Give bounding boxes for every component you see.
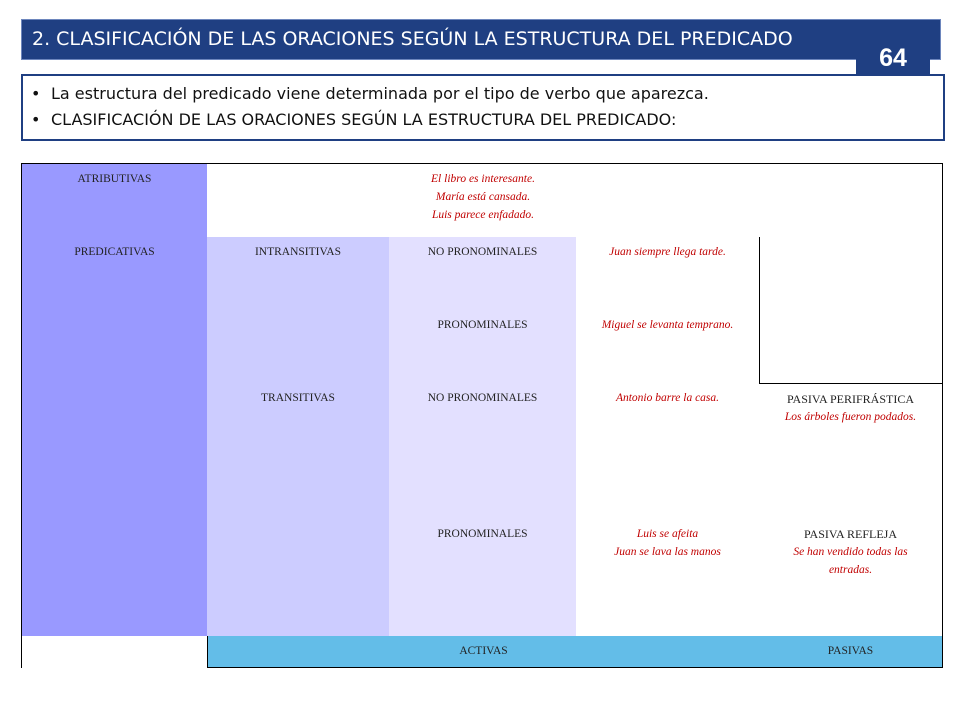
example-text: Juan siempre llega tarde. (609, 246, 726, 258)
slide-title: 2. CLASIFICACIÓN DE LAS ORACIONES SEGÚN LA ESTRUCTURA DEL PREDICADO (21, 19, 941, 60)
cell-trans-pronominales: PRONOMINALES (389, 519, 577, 637)
cell-transitivas: TRANSITIVAS (207, 383, 390, 637)
cell-intransitivas: INTRANSITIVAS (207, 237, 390, 384)
intro-bullets (21, 74, 945, 141)
cell-activas: ACTIVAS (207, 636, 760, 668)
cell-trans-no-pron-example (576, 383, 760, 520)
cell-footer-empty (21, 636, 208, 668)
cell-intr-pron-example (576, 310, 760, 384)
page-number-badge: 64 (856, 40, 930, 76)
cell-atributivas-examples (207, 163, 760, 238)
cell-pasiva-refleja (759, 519, 943, 637)
example-text: El libro es interesante. (431, 173, 535, 185)
pasiva-label: PASIVA REFLEJA (803, 527, 898, 541)
bullet-icon: • (31, 84, 41, 103)
cell-intr-no-pron-example (576, 237, 760, 311)
example-text: María está cansada. (435, 191, 531, 203)
cell-predicativas: PREDICATIVAS (21, 237, 208, 637)
cell-trans-pron-example (576, 519, 760, 637)
cell-intr-pronominales: PRONOMINALES (389, 310, 577, 384)
example-text: Antonio barre la casa. (615, 392, 720, 404)
example-text: Miguel se levanta temprano. (601, 319, 734, 331)
bullet-text: CLASIFICACIÓN DE LAS ORACIONES SEGÚN LA ESTRUCTURA DEL PREDICADO: (51, 110, 677, 129)
pasiva-label: PASIVA PERIFRÁSTICA (786, 392, 915, 406)
cell-pasiva-perifrastica (759, 383, 943, 520)
bullet-icon: • (31, 110, 41, 129)
example-text: Los árboles fueron podados. (784, 411, 917, 423)
bullet-item (31, 107, 943, 133)
cell-atributivas: ATRIBUTIVAS (21, 163, 208, 238)
bullet-text: La estructura del predicado viene determinada por el tipo de verbo que aparezca. (51, 84, 709, 103)
example-text: Luis parece enfadado. (431, 209, 535, 221)
bullet-item (31, 81, 943, 107)
example-text: Se han vendido todas las entradas. (793, 546, 908, 576)
cell-pasivas: PASIVAS (759, 636, 943, 668)
cell-trans-no-pronominales: NO PRONOMINALES (389, 383, 577, 520)
example-text: Luis se afeita (636, 528, 699, 540)
cell-intr-no-pronominales: NO PRONOMINALES (389, 237, 577, 311)
cell-empty-right (759, 163, 943, 384)
example-text: Juan se lava las manos (614, 546, 721, 558)
